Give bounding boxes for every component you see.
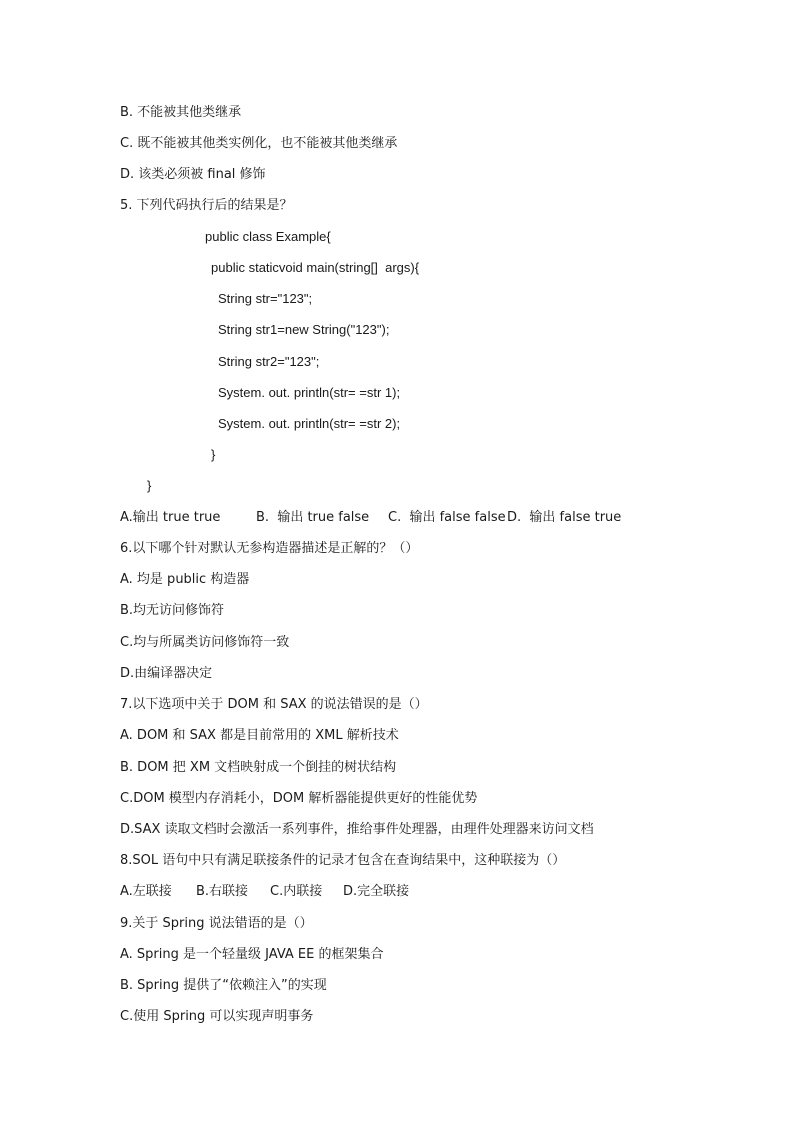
q8-option-a: A.左联接 <box>120 884 172 899</box>
question-5: 5. 下列代码执行后的结果是？ <box>120 198 293 213</box>
q7-option-a: A. DOM 和 SAX 都是目前常用的 XML 解析技术 <box>120 728 399 743</box>
code-line: public class Example{ <box>205 229 331 244</box>
q6-option-a: A. 均是 public 构造器 <box>120 572 250 587</box>
code-line: } <box>147 478 152 493</box>
q5-option-a: A.输出 true true <box>120 510 221 525</box>
code-line: public staticvoid main(string[] args){ <box>211 260 420 275</box>
q4-option-c: C. 既不能被其他类实例化，也不能被其他类继承 <box>120 136 398 151</box>
q8-option-d: D.完全联接 <box>343 884 410 899</box>
code-line: System. out. println(str= =str 1); <box>218 385 401 400</box>
q5-option-c: C. 输出 false false <box>388 510 506 525</box>
q8-option-b: B.右联接 <box>196 884 249 899</box>
code-line: System. out. println(str= =str 2); <box>218 416 401 431</box>
q4-option-d: D. 该类必须被 final 修饰 <box>120 167 266 182</box>
q4-option-b: B. 不能被其他类继承 <box>120 105 242 120</box>
question-7: 7.以下选项中关于 DOM 和 SAX 的说法错误的是（） <box>120 697 428 712</box>
q5-option-d: D. 输出 false true <box>507 510 622 525</box>
q6-option-c: C.均与所属类访问修饰符一致 <box>120 635 290 650</box>
q9-option-b: B. Spring 提供了“依赖注入”的实现 <box>120 978 327 993</box>
code-line: String str="123"; <box>218 291 313 306</box>
code-line: String str1=new String("123"); <box>218 322 390 337</box>
q9-option-a: A. Spring 是一个轻量级 JAVA EE 的框架集合 <box>120 947 384 962</box>
q7-option-c: C.DOM 模型内存消耗小，DOM 解析器能提供更好的性能优势 <box>120 791 478 806</box>
question-9: 9.关于 Spring 说法错语的是（） <box>120 916 313 931</box>
question-6: 6.以下哪个针对默认无参构造器描述是正解的？（） <box>120 541 419 556</box>
q7-option-d: D.SAX 读取文档时会激活一系列事件，推给事件处理器，由理件处理器来访问文档 <box>120 822 594 837</box>
q8-option-c: C.内联接 <box>270 884 323 899</box>
q6-option-d: D.由编译器决定 <box>120 666 213 681</box>
question-8: 8.SOL 语句中只有满足联接条件的记录才包含在查询结果中，这种联接为（） <box>120 853 566 868</box>
q9-option-c: C.使用 Spring 可以实现声明事务 <box>120 1009 314 1024</box>
q5-option-b: B. 输出 true false <box>256 510 370 525</box>
q6-option-b: B.均无访问修饰符 <box>120 603 225 618</box>
code-line: String str2="123"; <box>218 354 320 369</box>
code-line: } <box>211 447 216 462</box>
q7-option-b: B. DOM 把 XM 文档映射成一个倒挂的树状结构 <box>120 760 397 775</box>
